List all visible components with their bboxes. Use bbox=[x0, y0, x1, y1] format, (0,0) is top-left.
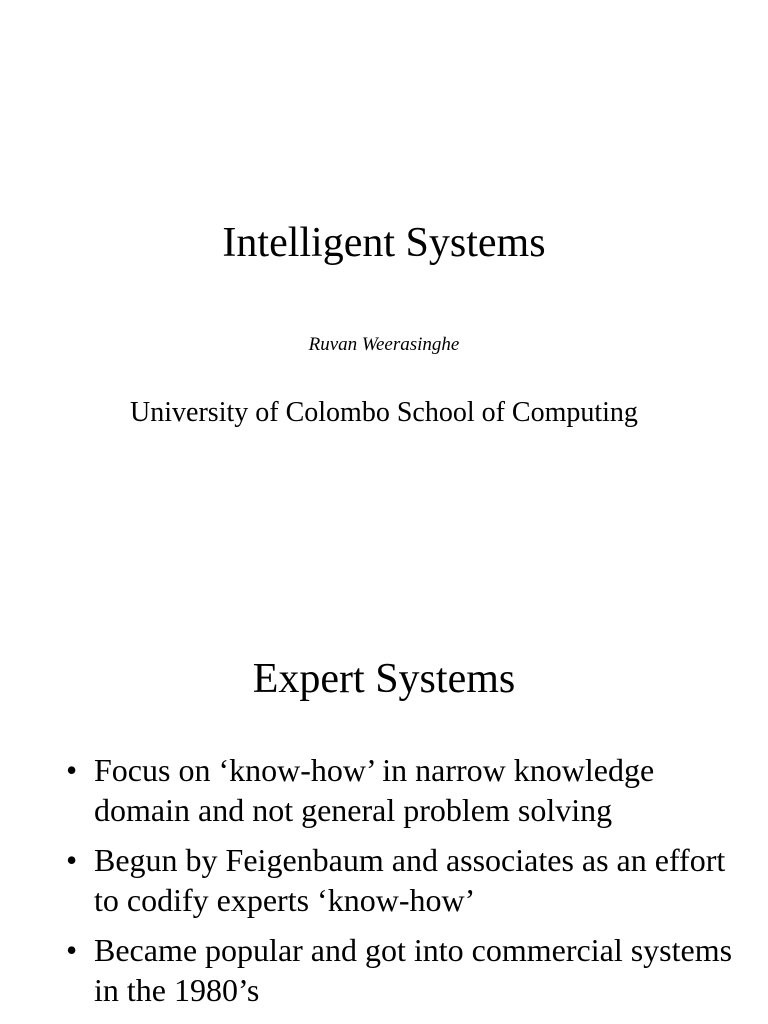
slide-title: Expert Systems bbox=[252, 656, 516, 702]
bullet-text: Begun by Feigenbaum and associates as an effort to codify experts ‘know-how’ bbox=[94, 842, 726, 918]
bullet-item bbox=[60, 930, 750, 1010]
affiliation: University of Colombo School of Computing bbox=[130, 397, 638, 428]
bullet-list bbox=[60, 750, 750, 1020]
bullet-item bbox=[60, 750, 750, 830]
author-name: Ruvan Weerasinghe bbox=[308, 334, 460, 355]
bullet-icon: • bbox=[66, 752, 78, 788]
bullet-icon: • bbox=[66, 932, 78, 968]
bullet-item bbox=[60, 840, 750, 920]
bullet-text: Became popular and got into commercial systems in the 1980’s bbox=[94, 932, 733, 1008]
bullet-icon: • bbox=[66, 842, 78, 878]
slide-title: Intelligent Systems bbox=[222, 220, 546, 266]
content-slide bbox=[0, 576, 768, 1024]
bullet-text: Focus on ‘know-how’ in narrow knowledge domain and not general problem solving bbox=[94, 752, 655, 828]
